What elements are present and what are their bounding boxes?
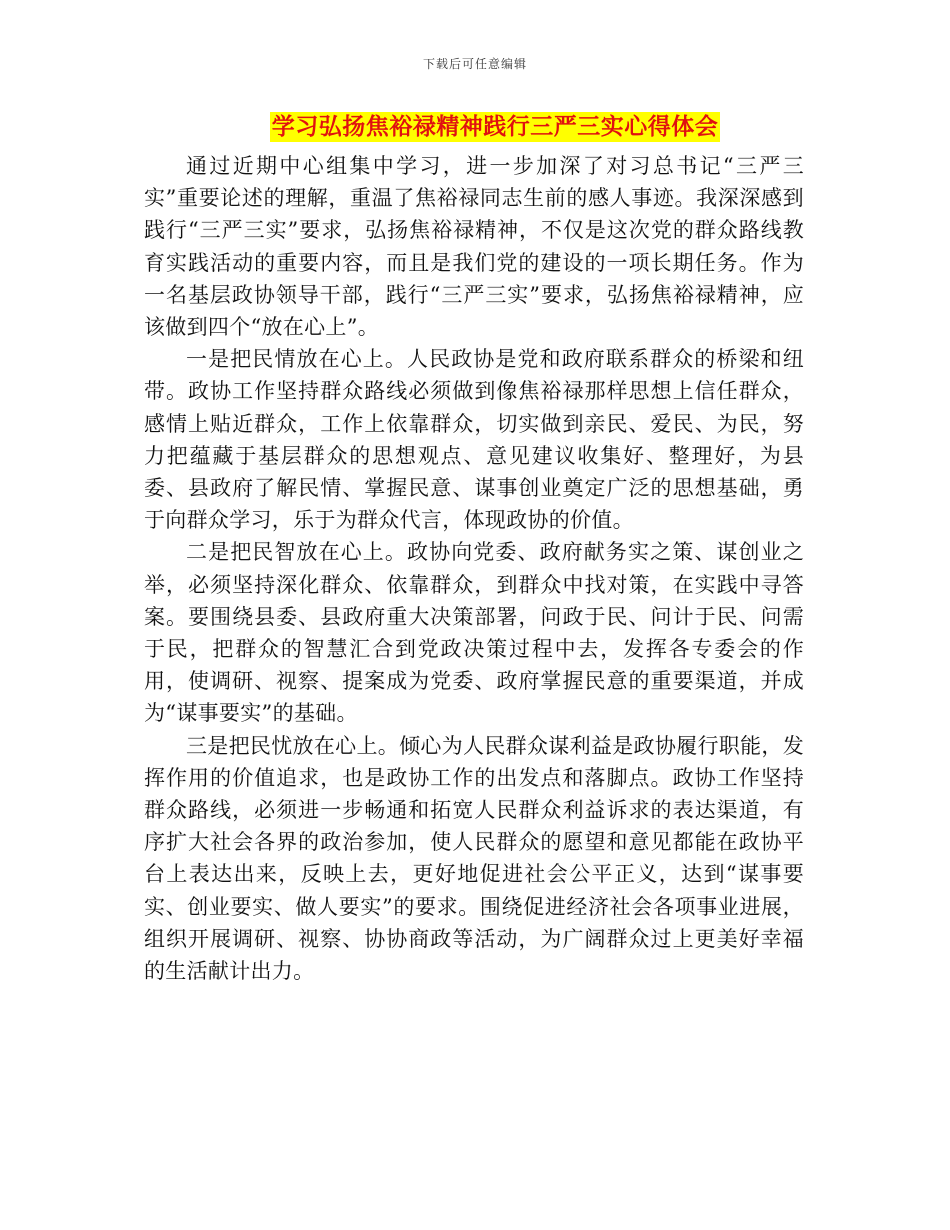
paragraph-intro: 通过近期中心组集中学习，进一步加深了对习总书记“三严三实”重要论述的理解，重温了焦裕禄同志生前的感人事迹。我深深感到践行“三严三实”要求，弘扬焦裕禄精神，不仅是这次党的群众路线教育实践活动的重要内容，而且是我们党的建设的一项长期任务。作为一名基层政协领导干部，践行“三严三实”要求，弘扬焦裕禄精神，应该做到四个“放在心上”。 xyxy=(144,154,804,340)
paragraph-one: 一是把民情放在心上。人民政协是党和政府联系群众的桥梁和纽带。政协工作坚持群众路线必须做到像焦裕禄那样思想上信任群众，感情上贴近群众，工作上依靠群众，切实做到亲民、爱民、为民，努力把蕴藏于基层群众的思想观点、意见建议收集好、整理好，为县委、县政府了解民情、掌握民意、谋事创业奠定广泛的思想基础，勇于向群众学习，乐于为群众代言，体现政协的价值。 xyxy=(144,347,804,533)
paragraph-two: 二是把民智放在心上。政协向党委、政府献务实之策、谋创业之举，必须坚持深化群众、依靠群众，到群众中找对策，在实践中寻答案。要围绕县委、县政府重大决策部署，问政于民、问计于民、问需于民，把群众的智慧汇合到党政决策过程中去，发挥各专委会的作用，使调研、视察、提案成为党委、政府掌握民意的重要渠道，并成为“谋事要实”的基础。 xyxy=(144,540,804,726)
header-note: 下载后可任意编辑 xyxy=(422,57,527,71)
title-wrapper xyxy=(0,112,950,142)
document-body xyxy=(144,150,804,987)
document-title: 学习弘扬焦裕禄精神践行三严三实心得体会 xyxy=(271,113,719,140)
paragraph-three: 三是把民忧放在心上。倾心为人民群众谋利益是政协履行职能，发挥作用的价值追求，也是政协工作的出发点和落脚点。政协工作坚持群众路线，必须进一步畅通和拓宽人民群众利益诉求的表达渠道，有序扩大社会各界的政治参加，使人民群众的愿望和意见都能在政协平台上表达出来，反映上去，更好地促进社会公平正义，达到“谋事要实、创业要实、做人要实”的要求。围绕促进经济社会各项事业进展，组织开展调研、视察、协协商政等活动，为广阔群众过上更美好幸福的生活献计出力。 xyxy=(144,733,804,984)
